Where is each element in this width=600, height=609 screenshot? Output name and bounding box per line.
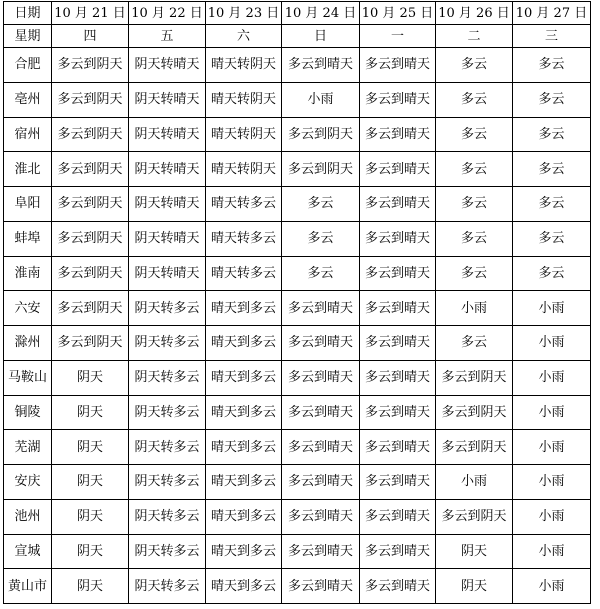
date-label-cell: 日期 xyxy=(4,2,52,25)
forecast-cell: 多云到晴天 xyxy=(282,499,360,534)
table-row xyxy=(4,48,591,83)
forecast-cell: 阴天 xyxy=(436,534,513,569)
forecast-cell: 晴天到多云 xyxy=(206,465,282,500)
city-name-cell: 蚌埠 xyxy=(4,221,52,256)
forecast-cell: 多云到阴天 xyxy=(436,430,513,465)
weekday-header-cell: 一 xyxy=(360,25,436,48)
forecast-cell: 晴天转阴天 xyxy=(206,117,282,152)
weekday-label-cell: 星期 xyxy=(4,25,52,48)
forecast-cell: 小雨 xyxy=(436,291,513,326)
forecast-cell: 多云到阴天 xyxy=(436,395,513,430)
forecast-cell: 多云到晴天 xyxy=(282,534,360,569)
city-name-cell: 淮北 xyxy=(4,152,52,187)
forecast-cell: 晴天转阴天 xyxy=(206,48,282,83)
forecast-cell: 多云 xyxy=(513,152,591,187)
city-name-cell: 铜陵 xyxy=(4,395,52,430)
table-row xyxy=(4,256,591,291)
forecast-cell: 多云到晴天 xyxy=(360,360,436,395)
forecast-cell: 阴天 xyxy=(52,360,129,395)
city-name-cell: 亳州 xyxy=(4,82,52,117)
forecast-cell: 多云 xyxy=(436,117,513,152)
forecast-cell: 多云到晴天 xyxy=(360,326,436,361)
forecast-cell: 多云到阴天 xyxy=(52,82,129,117)
city-name-cell: 六安 xyxy=(4,291,52,326)
table-row xyxy=(4,360,591,395)
forecast-cell: 多云到晴天 xyxy=(360,221,436,256)
forecast-cell: 晴天到多云 xyxy=(206,326,282,361)
table-row xyxy=(4,152,591,187)
table-row xyxy=(4,326,591,361)
forecast-cell: 多云到阴天 xyxy=(52,152,129,187)
forecast-cell: 多云到晴天 xyxy=(282,465,360,500)
forecast-cell: 多云到阴天 xyxy=(52,291,129,326)
forecast-cell: 阴天转晴天 xyxy=(129,187,206,222)
forecast-cell: 小雨 xyxy=(513,569,591,604)
forecast-cell: 晴天到多云 xyxy=(206,360,282,395)
forecast-cell: 多云 xyxy=(436,187,513,222)
forecast-cell: 阴天 xyxy=(52,430,129,465)
forecast-cell: 小雨 xyxy=(513,465,591,500)
forecast-cell: 晴天到多云 xyxy=(206,291,282,326)
city-name-cell: 宣城 xyxy=(4,534,52,569)
forecast-cell: 晴天到多云 xyxy=(206,534,282,569)
table-row xyxy=(4,187,591,222)
table-row xyxy=(4,291,591,326)
forecast-cell: 阴天转多云 xyxy=(129,395,206,430)
forecast-cell: 阴天转晴天 xyxy=(129,82,206,117)
forecast-cell: 阴天 xyxy=(52,465,129,500)
forecast-cell: 晴天到多云 xyxy=(206,569,282,604)
forecast-cell: 小雨 xyxy=(436,465,513,500)
forecast-cell: 多云 xyxy=(436,256,513,291)
forecast-cell: 多云 xyxy=(513,187,591,222)
forecast-cell: 多云到晴天 xyxy=(282,48,360,83)
forecast-cell: 多云到晴天 xyxy=(282,360,360,395)
city-name-cell: 芜湖 xyxy=(4,430,52,465)
forecast-cell: 阴天转多云 xyxy=(129,291,206,326)
city-name-cell: 阜阳 xyxy=(4,187,52,222)
forecast-cell: 阴天转多云 xyxy=(129,360,206,395)
forecast-cell: 多云 xyxy=(513,117,591,152)
city-name-cell: 马鞍山 xyxy=(4,360,52,395)
forecast-cell: 小雨 xyxy=(513,360,591,395)
forecast-cell: 小雨 xyxy=(513,534,591,569)
date-header-cell: 10 月 22 日 xyxy=(129,2,206,25)
forecast-cell: 多云到晴天 xyxy=(360,82,436,117)
forecast-cell: 多云到晴天 xyxy=(282,326,360,361)
forecast-cell: 小雨 xyxy=(513,326,591,361)
forecast-cell: 多云到阴天 xyxy=(436,360,513,395)
forecast-cell: 晴天到多云 xyxy=(206,395,282,430)
table-body xyxy=(4,2,591,604)
weekday-header-cell: 日 xyxy=(282,25,360,48)
weekday-header-cell: 五 xyxy=(129,25,206,48)
forecast-cell: 多云 xyxy=(282,256,360,291)
table-row xyxy=(4,465,591,500)
forecast-cell: 多云 xyxy=(513,48,591,83)
forecast-cell: 多云到晴天 xyxy=(282,395,360,430)
forecast-cell: 晴天转阴天 xyxy=(206,82,282,117)
forecast-cell: 多云到晴天 xyxy=(282,291,360,326)
forecast-cell: 多云 xyxy=(436,48,513,83)
city-name-cell: 滁州 xyxy=(4,326,52,361)
city-name-cell: 黄山市 xyxy=(4,569,52,604)
forecast-cell: 阴天转多云 xyxy=(129,430,206,465)
forecast-cell: 多云到晴天 xyxy=(360,117,436,152)
weekday-header-cell: 六 xyxy=(206,25,282,48)
forecast-cell: 多云到阴天 xyxy=(52,221,129,256)
forecast-cell: 晴天转多云 xyxy=(206,187,282,222)
weather-forecast-table xyxy=(3,1,591,604)
forecast-cell: 小雨 xyxy=(513,291,591,326)
forecast-cell: 阴天 xyxy=(52,499,129,534)
forecast-cell: 阴天转晴天 xyxy=(129,48,206,83)
forecast-cell: 晴天到多云 xyxy=(206,499,282,534)
forecast-cell: 阴天转多云 xyxy=(129,569,206,604)
table-row xyxy=(4,221,591,256)
forecast-cell: 多云 xyxy=(282,187,360,222)
forecast-cell: 多云到晴天 xyxy=(360,569,436,604)
city-name-cell: 合肥 xyxy=(4,48,52,83)
city-name-cell: 安庆 xyxy=(4,465,52,500)
forecast-cell: 多云到晴天 xyxy=(282,430,360,465)
forecast-cell: 阴天 xyxy=(52,569,129,604)
forecast-cell: 小雨 xyxy=(513,430,591,465)
forecast-cell: 多云到晴天 xyxy=(360,430,436,465)
forecast-cell: 多云到阴天 xyxy=(52,256,129,291)
weekday-header-cell: 三 xyxy=(513,25,591,48)
forecast-cell: 多云到晴天 xyxy=(360,152,436,187)
forecast-cell: 多云 xyxy=(513,221,591,256)
forecast-cell: 多云到阴天 xyxy=(52,48,129,83)
forecast-cell: 多云到阴天 xyxy=(52,187,129,222)
forecast-cell: 小雨 xyxy=(513,499,591,534)
forecast-cell: 多云到阴天 xyxy=(282,117,360,152)
forecast-cell: 多云到晴天 xyxy=(360,187,436,222)
forecast-cell: 多云到晴天 xyxy=(360,499,436,534)
date-header-cell: 10 月 23 日 xyxy=(206,2,282,25)
forecast-cell: 多云到晴天 xyxy=(282,569,360,604)
forecast-cell: 多云到晴天 xyxy=(360,291,436,326)
date-header-cell: 10 月 21 日 xyxy=(52,2,129,25)
forecast-cell: 小雨 xyxy=(513,395,591,430)
forecast-cell: 晴天转阴天 xyxy=(206,152,282,187)
table-row xyxy=(4,499,591,534)
forecast-cell: 多云 xyxy=(436,152,513,187)
forecast-cell: 多云到晴天 xyxy=(360,465,436,500)
forecast-cell: 多云到阴天 xyxy=(282,152,360,187)
date-header-row xyxy=(4,2,591,25)
forecast-cell: 晴天转多云 xyxy=(206,221,282,256)
forecast-cell: 阴天 xyxy=(52,534,129,569)
weekday-header-row xyxy=(4,25,591,48)
city-name-cell: 淮南 xyxy=(4,256,52,291)
forecast-cell: 晴天转多云 xyxy=(206,256,282,291)
forecast-cell: 阴天转晴天 xyxy=(129,117,206,152)
forecast-cell: 阴天转多云 xyxy=(129,534,206,569)
date-header-cell: 10 月 25 日 xyxy=(360,2,436,25)
forecast-cell: 多云到阴天 xyxy=(436,499,513,534)
forecast-cell: 多云到阴天 xyxy=(52,117,129,152)
forecast-cell: 多云 xyxy=(436,82,513,117)
forecast-cell: 多云到晴天 xyxy=(360,534,436,569)
forecast-cell: 阴天转晴天 xyxy=(129,152,206,187)
forecast-cell: 阴天 xyxy=(52,395,129,430)
table-row xyxy=(4,534,591,569)
date-header-cell: 10 月 24 日 xyxy=(282,2,360,25)
forecast-cell: 阴天转多云 xyxy=(129,326,206,361)
forecast-cell: 多云到晴天 xyxy=(360,395,436,430)
forecast-cell: 多云 xyxy=(282,221,360,256)
table-row xyxy=(4,117,591,152)
date-header-cell: 10 月 26 日 xyxy=(436,2,513,25)
forecast-cell: 晴天到多云 xyxy=(206,430,282,465)
forecast-cell: 多云到晴天 xyxy=(360,48,436,83)
forecast-cell: 多云到晴天 xyxy=(360,256,436,291)
forecast-cell: 阴天转多云 xyxy=(129,499,206,534)
forecast-cell: 阴天转多云 xyxy=(129,465,206,500)
forecast-cell: 多云 xyxy=(513,82,591,117)
forecast-cell: 阴天转晴天 xyxy=(129,221,206,256)
date-header-cell: 10 月 27 日 xyxy=(513,2,591,25)
forecast-cell: 多云 xyxy=(513,256,591,291)
forecast-cell: 阴天 xyxy=(436,569,513,604)
forecast-cell: 多云到阴天 xyxy=(52,326,129,361)
forecast-cell: 阴天转晴天 xyxy=(129,256,206,291)
city-name-cell: 宿州 xyxy=(4,117,52,152)
weekday-header-cell: 二 xyxy=(436,25,513,48)
forecast-cell: 多云 xyxy=(436,221,513,256)
forecast-cell: 小雨 xyxy=(282,82,360,117)
table-row xyxy=(4,569,591,604)
city-name-cell: 池州 xyxy=(4,499,52,534)
weekday-header-cell: 四 xyxy=(52,25,129,48)
table-row xyxy=(4,82,591,117)
table-row xyxy=(4,430,591,465)
forecast-cell: 多云 xyxy=(436,326,513,361)
table-row xyxy=(4,395,591,430)
